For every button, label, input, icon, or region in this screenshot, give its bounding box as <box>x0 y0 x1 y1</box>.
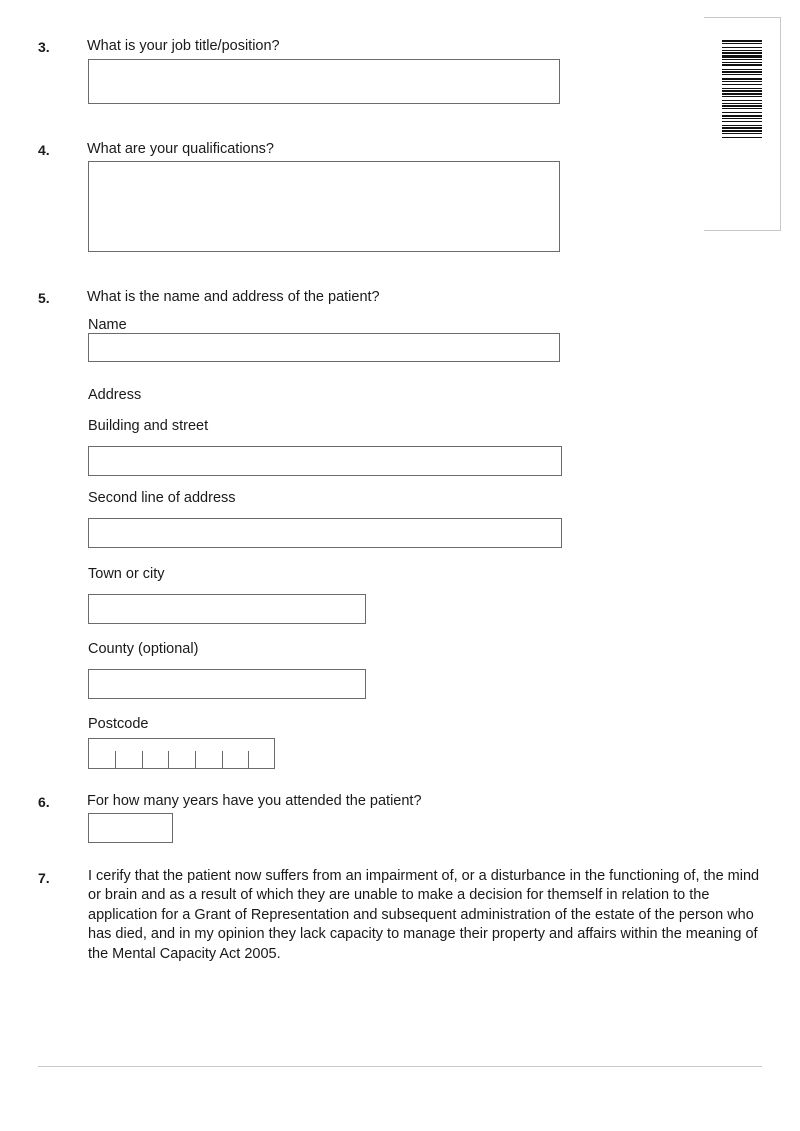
certification-statement: I cerify that the patient now suffers from an impairment of, or a disturbance in the functioning of, the mind or brain and as a result of which they are unable to make a decision for themself in relation to the application for a Grant of Representation and subsequent administration of the estate of the person who has died, and in my opinion they lack capacity to manage their property and affairs within the meaning of the Mental Capacity Act 2005. <box>88 868 760 962</box>
second-line-label: Second line of address <box>88 490 236 506</box>
address-heading: Address <box>88 387 142 403</box>
postcode-divider <box>248 751 249 768</box>
question-3-text: What is your job title/position? <box>87 38 280 54</box>
footer-divider <box>38 1066 762 1067</box>
question-4-number: 4. <box>38 142 50 158</box>
question-5-number: 5. <box>38 290 50 306</box>
question-5-text: What is the name and address of the patient? <box>87 289 380 305</box>
question-6-text: For how many years have you attended the patient? <box>87 793 422 809</box>
postcode-input[interactable] <box>88 738 275 769</box>
county-label: County (optional) <box>88 641 199 657</box>
county-input[interactable] <box>88 669 366 699</box>
postcode-divider <box>142 751 143 768</box>
job-title-input[interactable] <box>88 59 560 104</box>
patient-name-label: Name <box>88 317 127 333</box>
question-3-number: 3. <box>38 39 50 55</box>
postcode-divider <box>168 751 169 768</box>
question-4-text: What are your qualifications? <box>87 141 274 157</box>
barcode-icon <box>722 40 762 230</box>
postcode-divider <box>222 751 223 768</box>
postcode-divider <box>195 751 196 768</box>
building-street-input[interactable] <box>88 446 562 476</box>
question-7-number: 7. <box>38 870 50 886</box>
years-attended-input[interactable] <box>88 813 173 843</box>
town-city-input[interactable] <box>88 594 366 624</box>
postcode-divider <box>115 751 116 768</box>
question-6-number: 6. <box>38 794 50 810</box>
building-street-label: Building and street <box>88 418 209 434</box>
postcode-label: Postcode <box>88 716 149 732</box>
patient-name-input[interactable] <box>88 333 560 362</box>
qualifications-textarea[interactable] <box>88 161 560 252</box>
second-line-input[interactable] <box>88 518 562 548</box>
town-city-label: Town or city <box>88 566 165 582</box>
